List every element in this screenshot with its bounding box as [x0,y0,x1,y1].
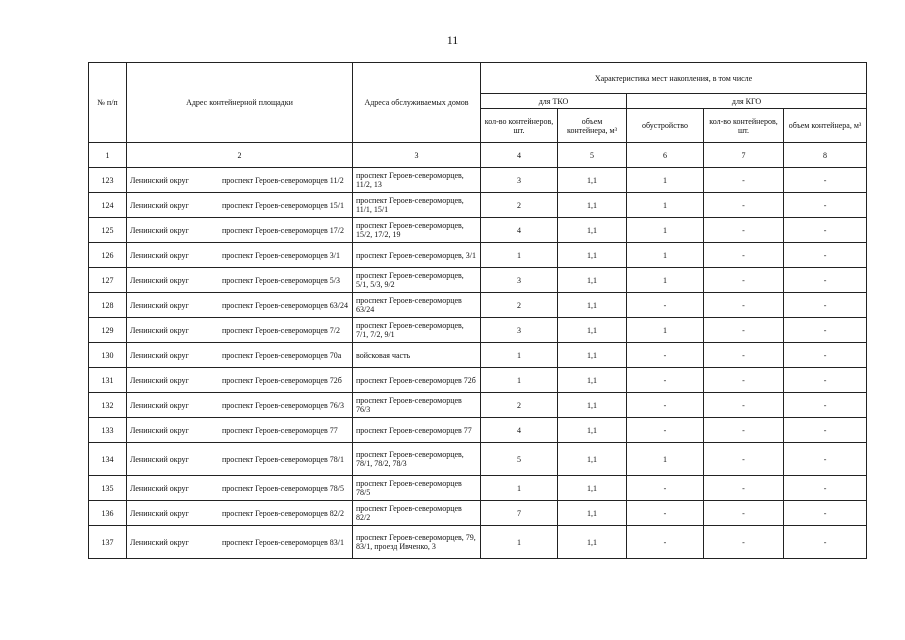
district-name: Ленинский округ [130,350,189,360]
served-houses: проспект Героев-североморцев 76/3 [353,393,481,418]
site-address: проспект Героев-североморцев 76/3 [222,400,345,410]
kgo-arrangement: 1 [627,318,704,343]
header-address: Адрес контейнерной площадки [127,63,353,143]
site-address-cell [127,368,353,393]
tko-container-count: 1 [481,343,558,368]
kgo-arrangement: - [627,343,704,368]
row-number: 126 [89,243,127,268]
site-address-cell [127,343,353,368]
kgo-arrangement: - [627,476,704,501]
tko-container-volume: 1,1 [558,218,627,243]
site-address-cell [127,268,353,293]
district-name: Ленинский округ [130,300,189,310]
table-row [89,343,867,368]
kgo-container-count: - [704,418,784,443]
tko-container-volume: 1,1 [558,293,627,318]
site-address: проспект Героев-североморцев 63/24 [222,300,349,310]
table-row [89,443,867,476]
table-row [89,418,867,443]
served-houses: проспект Героев-североморцев 82/2 [353,501,481,526]
site-address: проспект Героев-североморцев 17/2 [222,225,345,235]
column-number: 4 [481,143,558,168]
kgo-arrangement: 1 [627,268,704,293]
table-row [89,218,867,243]
table-header [89,63,867,143]
row-number: 135 [89,476,127,501]
row-number: 124 [89,193,127,218]
district-name: Ленинский округ [130,454,189,464]
district-name: Ленинский округ [130,400,189,410]
site-address-cell [127,393,353,418]
kgo-arrangement: - [627,526,704,559]
tko-container-count: 3 [481,318,558,343]
kgo-arrangement: 1 [627,218,704,243]
row-number: 136 [89,501,127,526]
tko-container-volume: 1,1 [558,318,627,343]
row-number: 132 [89,393,127,418]
kgo-container-count: - [704,318,784,343]
served-houses: войсковая часть [353,343,481,368]
district-name: Ленинский округ [130,175,189,185]
tko-container-volume: 1,1 [558,476,627,501]
header-tko: для ТКО [481,94,627,109]
tko-container-volume: 1,1 [558,268,627,293]
column-number: 8 [784,143,867,168]
tko-container-count: 2 [481,193,558,218]
site-address-cell [127,193,353,218]
site-address-cell [127,293,353,318]
table-row [89,243,867,268]
site-address: проспект Героев-североморцев 83/1 [222,537,345,547]
kgo-arrangement: - [627,418,704,443]
kgo-arrangement: - [627,293,704,318]
district-name: Ленинский округ [130,375,189,385]
table-row [89,526,867,559]
tko-container-volume: 1,1 [558,168,627,193]
site-address: проспект Героев-североморцев 5/3 [222,275,341,285]
row-number: 123 [89,168,127,193]
header-kgo-count: кол-во контейнеров, шт. [704,109,784,143]
row-number: 125 [89,218,127,243]
table-row [89,476,867,501]
column-number: 2 [127,143,353,168]
site-address-cell [127,318,353,343]
header-characteristics: Характеристика мест накопления, в том числе [481,63,867,94]
kgo-container-count: - [704,476,784,501]
kgo-container-volume: - [784,168,867,193]
row-number: 128 [89,293,127,318]
kgo-container-count: - [704,243,784,268]
served-houses: проспект Героев-североморцев 72б [353,368,481,393]
table-row [89,368,867,393]
kgo-container-volume: - [784,443,867,476]
district-name: Ленинский округ [130,225,189,235]
tko-container-volume: 1,1 [558,526,627,559]
kgo-arrangement: 1 [627,243,704,268]
table-body [89,143,867,559]
header-kgo: для КГО [627,94,867,109]
kgo-container-count: - [704,501,784,526]
kgo-container-volume: - [784,476,867,501]
site-address: проспект Героев-североморцев 77 [222,425,338,435]
kgo-arrangement: - [627,368,704,393]
tko-container-volume: 1,1 [558,443,627,476]
kgo-arrangement: 1 [627,168,704,193]
table-row [89,501,867,526]
tko-container-volume: 1,1 [558,343,627,368]
tko-container-count: 1 [481,243,558,268]
kgo-container-volume: - [784,318,867,343]
header-kgo-volume: объем контейнера, м³ [784,109,867,143]
header-kgo-arrangement: обустройство [627,109,704,143]
site-address-cell [127,526,353,559]
row-number: 127 [89,268,127,293]
tko-container-volume: 1,1 [558,243,627,268]
kgo-container-count: - [704,268,784,293]
site-address-cell [127,443,353,476]
kgo-arrangement: 1 [627,443,704,476]
site-address-cell [127,168,353,193]
tko-container-volume: 1,1 [558,501,627,526]
column-number: 3 [353,143,481,168]
site-address: проспект Героев-североморцев 78/1 [222,454,345,464]
kgo-container-volume: - [784,501,867,526]
tko-container-count: 5 [481,443,558,476]
served-houses: проспект Героев-североморцев 77 [353,418,481,443]
kgo-container-volume: - [784,193,867,218]
site-address-cell [127,243,353,268]
container-sites-table [88,62,867,559]
served-houses: проспект Героев-североморцев 78/5 [353,476,481,501]
kgo-container-count: - [704,393,784,418]
header-num: № п/п [89,63,127,143]
site-address-cell [127,418,353,443]
district-name: Ленинский округ [130,325,189,335]
header-tko-count: кол-во контейнеров, шт. [481,109,558,143]
row-number: 129 [89,318,127,343]
tko-container-volume: 1,1 [558,368,627,393]
tko-container-count: 7 [481,501,558,526]
table-row [89,318,867,343]
table-row [89,193,867,218]
site-address: проспект Героев-североморцев 11/2 [222,175,344,185]
table-row [89,393,867,418]
kgo-container-count: - [704,168,784,193]
site-address: проспект Героев-североморцев 3/1 [222,250,341,260]
site-address: проспект Героев-североморцев 72б [222,375,342,385]
tko-container-count: 2 [481,393,558,418]
tko-container-count: 1 [481,368,558,393]
tko-container-count: 4 [481,418,558,443]
kgo-container-volume: - [784,368,867,393]
tko-container-count: 1 [481,526,558,559]
kgo-container-count: - [704,343,784,368]
header-tko-volume: объем контейнера, м³ [558,109,627,143]
kgo-container-count: - [704,293,784,318]
table-row [89,268,867,293]
kgo-container-volume: - [784,343,867,368]
kgo-container-count: - [704,218,784,243]
tko-container-volume: 1,1 [558,193,627,218]
served-houses: проспект Героев-североморцев 63/24 [353,293,481,318]
kgo-arrangement: - [627,501,704,526]
kgo-container-volume: - [784,243,867,268]
header-served: Адреса обслуживаемых домов [353,63,481,143]
served-houses: проспект Героев-североморцев, 79, 83/1, проезд Ивченко, 3 [353,526,481,559]
site-address-cell [127,218,353,243]
served-houses: проспект Героев-североморцев, 11/1, 15/1 [353,193,481,218]
column-number: 7 [704,143,784,168]
site-address: проспект Героев-североморцев 78/5 [222,483,345,493]
district-name: Ленинский округ [130,483,189,493]
district-name: Ленинский округ [130,250,189,260]
served-houses: проспект Героев-североморцев, 3/1 [353,243,481,268]
row-number: 137 [89,526,127,559]
row-number: 133 [89,418,127,443]
served-houses: проспект Героев-североморцев, 11/2, 13 [353,168,481,193]
row-number: 134 [89,443,127,476]
district-name: Ленинский округ [130,275,189,285]
kgo-container-count: - [704,193,784,218]
column-number: 5 [558,143,627,168]
tko-container-volume: 1,1 [558,418,627,443]
column-number: 1 [89,143,127,168]
kgo-container-volume: - [784,393,867,418]
served-houses: проспект Героев-североморцев, 15/2, 17/2, 19 [353,218,481,243]
row-number: 130 [89,343,127,368]
row-number: 131 [89,368,127,393]
table-row [89,293,867,318]
table-row [89,168,867,193]
tko-container-count: 2 [481,293,558,318]
served-houses: проспект Героев-североморцев, 78/1, 78/2, 78/3 [353,443,481,476]
kgo-container-volume: - [784,418,867,443]
district-name: Ленинский округ [130,200,189,210]
tko-container-count: 4 [481,218,558,243]
district-name: Ленинский округ [130,508,189,518]
kgo-container-count: - [704,526,784,559]
page-number: 11 [446,33,459,47]
tko-container-count: 3 [481,268,558,293]
kgo-container-volume: - [784,218,867,243]
kgo-arrangement: 1 [627,193,704,218]
kgo-container-count: - [704,443,784,476]
site-address: проспект Героев-североморцев 82/2 [222,508,345,518]
district-name: Ленинский округ [130,425,189,435]
tko-container-count: 3 [481,168,558,193]
tko-container-count: 1 [481,476,558,501]
site-address-cell [127,501,353,526]
site-address-cell [127,476,353,501]
kgo-container-count: - [704,368,784,393]
kgo-container-volume: - [784,526,867,559]
served-houses: проспект Героев-североморцев, 7/1, 7/2, 9/1 [353,318,481,343]
site-address: проспект Героев-североморцев 7/2 [222,325,341,335]
district-name: Ленинский округ [130,537,189,547]
column-number-row [89,143,867,168]
tko-container-volume: 1,1 [558,393,627,418]
site-address: проспект Героев-североморцев 15/1 [222,200,345,210]
column-number: 6 [627,143,704,168]
kgo-arrangement: - [627,393,704,418]
site-address: проспект Героев-североморцев 70а [222,350,342,360]
kgo-container-volume: - [784,268,867,293]
kgo-container-volume: - [784,293,867,318]
served-houses: проспект Героев-североморцев, 5/1, 5/3, 9/2 [353,268,481,293]
